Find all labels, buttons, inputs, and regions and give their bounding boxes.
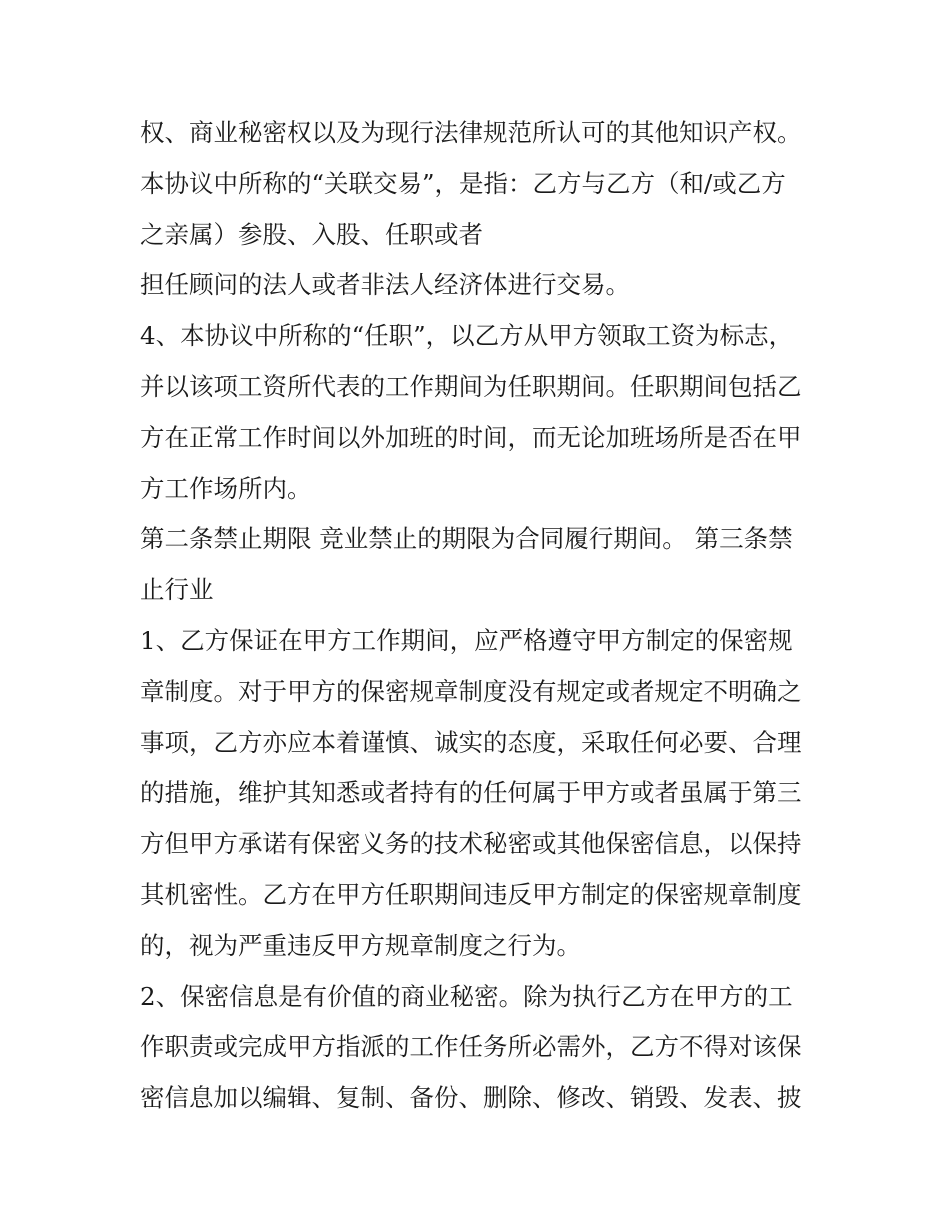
- text-line: 权、商业秘密权以及为现行法律规范所认可的其他知识产权。: [140, 118, 802, 147]
- text-line: 1、乙方保证在甲方工作期间，应严格遵守甲方制定的保密规: [140, 625, 793, 655]
- text-line: 其机密性。乙方在甲方任职期间违反甲方制定的保密规章制度: [140, 879, 802, 909]
- document-body: [140, 108, 830, 1124]
- text-line: 第二条禁止期限 竞业禁止的期限为合同履行期间。 第三条禁: [140, 524, 793, 554]
- text-line: 方在正常工作时间以外加班的时间，而无论加班场所是否在甲: [140, 422, 802, 452]
- text-line: 方但甲方承诺有保密义务的技术秘密或其他保密信息，以保持: [140, 829, 802, 859]
- text-line: 4、本协议中所称的“任职”，以乙方从甲方领取工资为标志，: [140, 321, 794, 351]
- text-line: 事项，乙方亦应本着谨慎、诚实的态度，采取任何必要、合理: [140, 727, 802, 757]
- text-line: 作职责或完成甲方指派的工作任务所必需外，乙方不得对该保: [140, 1032, 802, 1062]
- text-line: 本协议中所称的“关联交易”，是指：乙方与乙方（和/或乙方: [140, 168, 786, 198]
- text-line: 的措施，维护其知悉或者持有的任何属于甲方或者虽属于第三: [140, 778, 802, 808]
- text-line: 密信息加以编辑、复制、备份、删除、修改、销毁、发表、披: [140, 1083, 802, 1113]
- text-line: 止行业: [140, 575, 214, 605]
- text-line: 并以该项工资所代表的工作期间为任职期间。任职期间包括乙: [140, 371, 802, 401]
- text-line: 方工作场所内。: [140, 473, 312, 503]
- text-line: 担任顾问的法人或者非法人经济体进行交易。: [140, 270, 630, 300]
- text-line: 的，视为严重违反甲方规章制度之行为。: [140, 930, 581, 960]
- text-line: 之亲属）参股、入股、任职或者: [140, 219, 483, 249]
- text-line: 章制度。对于甲方的保密规章制度没有规定或者规定不明确之: [140, 676, 802, 706]
- text-line: 2、保密信息是有价值的商业秘密。除为执行乙方在甲方的工: [140, 981, 793, 1011]
